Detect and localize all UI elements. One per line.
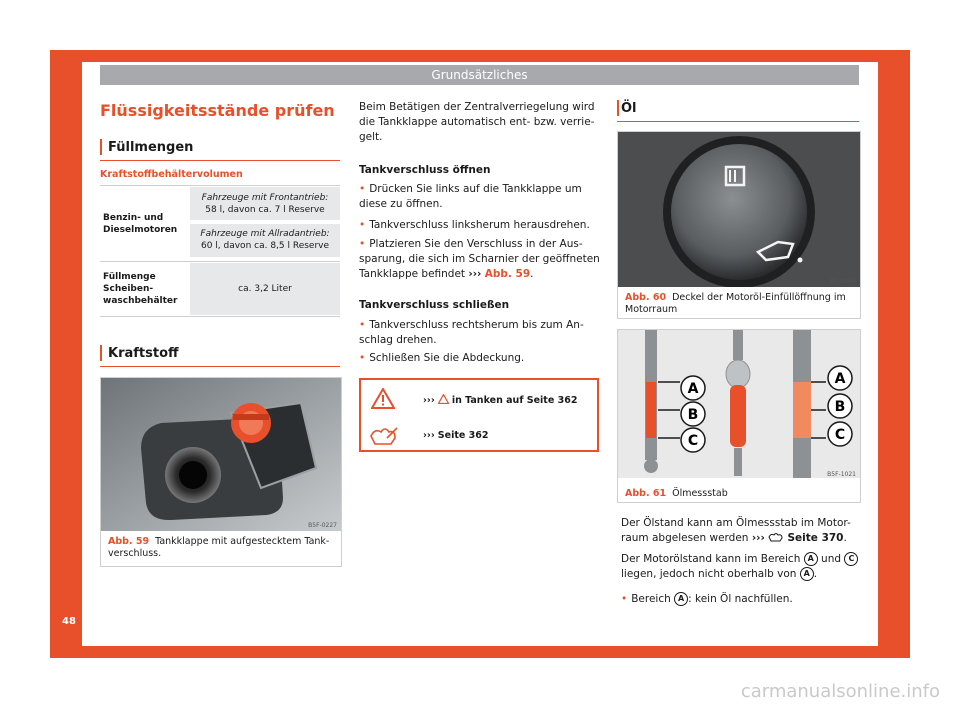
page-number: 48 bbox=[62, 616, 76, 627]
warning-small-icon bbox=[438, 394, 449, 404]
page-title: Flüssigkeitsstände prüfen bbox=[100, 101, 335, 120]
table-value-wasch: ca. 3,2 Liter bbox=[238, 284, 292, 294]
oil-text-2: Der Motorölstand kann im Bereich A und C liegen, jedoch nicht oberhalb von A . bbox=[621, 552, 861, 582]
table-label-waschbehaelter: Füllmenge Scheiben- waschbehälter bbox=[103, 272, 178, 306]
fuel-cap-illustration bbox=[101, 378, 341, 531]
bullet-open-1: • Drücken Sie links auf die Tankklappe um diese zu öffnen. bbox=[359, 183, 582, 210]
dipstick-label-a: A bbox=[834, 371, 846, 387]
figure-caption: Abb. 59 Tankklappe mit aufgestecktem Tank- verschluss. bbox=[108, 536, 330, 559]
table-rule bbox=[100, 316, 340, 317]
section-marker bbox=[617, 100, 619, 116]
dipstick-label-b: B bbox=[834, 399, 846, 415]
table-label-benzin: Benzin- und Dieselmotoren bbox=[103, 213, 178, 235]
heading-schliessen: Tankverschluss schließen bbox=[359, 299, 510, 311]
figure-caption: Abb. 61 Ölmessstab bbox=[625, 488, 728, 499]
section-title-oel: Öl bbox=[621, 101, 637, 116]
table-heading: Kraftstoffbehältervolumen bbox=[100, 169, 243, 180]
section-rule bbox=[617, 121, 859, 122]
figure-code: BFJ-0140 bbox=[829, 278, 856, 285]
figure-oeldeckel bbox=[617, 131, 861, 319]
environment-note-icon bbox=[369, 424, 399, 446]
figure-code: B5F-0227 bbox=[308, 522, 337, 529]
section-header: Grundsätzliches bbox=[100, 65, 859, 85]
marker-a: A bbox=[800, 567, 814, 581]
bullet-open-3: • Platzieren Sie den Verschluss in der Aus- sparung, die sich im Scharnier der geöffneten Tankklappe befindet ››› Abb. 59. bbox=[359, 238, 600, 280]
dipstick-label-c: C bbox=[834, 427, 846, 443]
marker-c: C bbox=[844, 552, 858, 566]
bullet-close-2: • Schließen Sie die Abdeckung. bbox=[359, 352, 525, 364]
warning-box bbox=[359, 378, 599, 452]
section-rule bbox=[100, 366, 340, 367]
section-title-kraftstoff: Kraftstoff bbox=[108, 346, 179, 361]
dipstick-illustration bbox=[618, 330, 860, 478]
oil-cap-illustration bbox=[618, 132, 860, 287]
bullet-open-2: • Tankverschluss linksherum herausdrehen. bbox=[359, 219, 590, 231]
oil-text-1: Der Ölstand kann am Ölmessstab im Motor- raum abgelesen werden ››› Seite 370. bbox=[621, 517, 851, 544]
marker-a: A bbox=[804, 552, 818, 566]
table-rule bbox=[100, 261, 340, 262]
marker-a: A bbox=[674, 592, 688, 606]
warning-ref-2[interactable]: ››› Seite 362 bbox=[423, 430, 489, 441]
dipstick-label-a: A bbox=[687, 381, 699, 397]
warning-triangle-icon bbox=[371, 388, 395, 409]
bullet-close-1: • Tankverschluss rechtsherum bis zum An- schlag drehen. bbox=[359, 319, 584, 346]
oil-bullet: • Bereich A : kein Öl nachfüllen. bbox=[621, 593, 793, 605]
section-marker bbox=[100, 139, 102, 155]
table-rule bbox=[100, 185, 340, 186]
section-title-fuellmengen: Füllmengen bbox=[108, 140, 194, 155]
figure-oelmessstab bbox=[617, 329, 861, 503]
figure-caption: Abb. 60 Deckel der Motoröl-Einfüllöffnung im Motorraum bbox=[625, 292, 846, 315]
heading-oeffnen: Tankverschluss öffnen bbox=[359, 164, 491, 176]
warning-ref-1[interactable]: ››› in Tanken auf Seite 362 bbox=[423, 395, 578, 406]
intro-text: Beim Betätigen der Zentralverriegelung wird die Tankklappe automatisch ent- bzw. verrie- gelt. bbox=[359, 101, 595, 143]
figure-code: B5F-1021 bbox=[827, 471, 856, 478]
dipstick-label-b: B bbox=[687, 407, 699, 423]
table-value-allrad: Fahrzeuge mit Allradantrieb: 60 l, davon ca. 8,5 l Reserve bbox=[200, 229, 330, 251]
environment-small-icon bbox=[768, 531, 784, 542]
link-abb-59[interactable]: Abb. 59 bbox=[484, 268, 531, 280]
dipstick-label-c: C bbox=[687, 433, 699, 449]
watermark: carmanualsonline.info bbox=[740, 681, 940, 702]
section-marker bbox=[100, 345, 102, 361]
link-seite-370[interactable]: Seite 370 bbox=[787, 532, 844, 544]
section-rule bbox=[100, 160, 340, 161]
table-value-front: Fahrzeuge mit Frontantrieb: 58 l, davon ca. 7 l Reserve bbox=[201, 193, 329, 215]
